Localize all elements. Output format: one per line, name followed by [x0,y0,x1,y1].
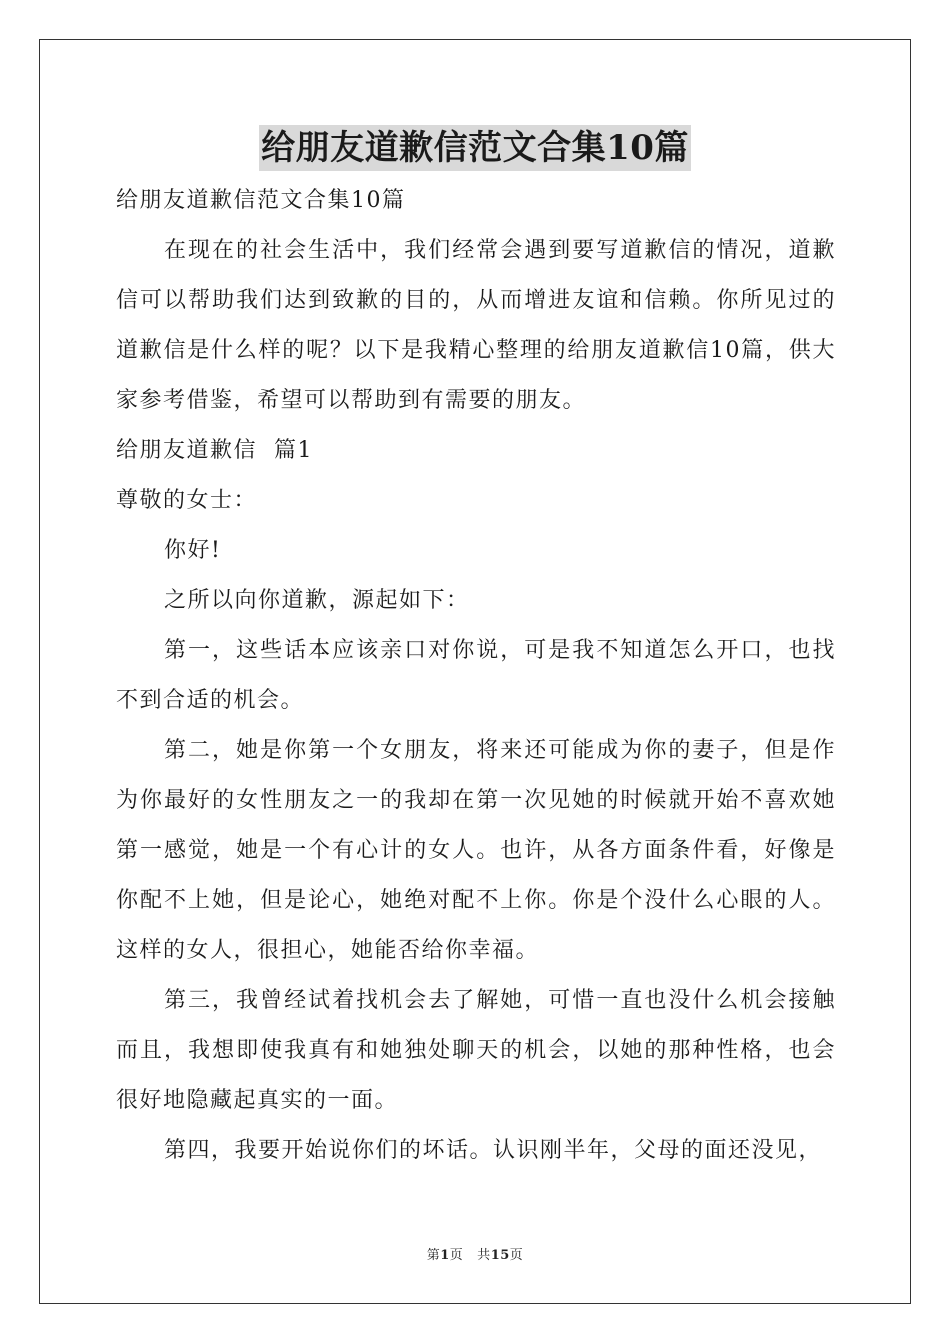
body-paragraph: 第一，这些话本应该亲口对你说，可是我不知道怎么开口，也找不到合适的机会。 [116,638,836,713]
page-number: 1 [440,1248,450,1263]
total-pages: 15 [490,1248,510,1263]
title-container [0,125,950,171]
body-paragraph: 第三，我曾经试着找机会去了解她，可惜一直也没什么机会接触而且，我想即使我真有和她独处聊天的机会，以她的那种性格，也会很好地隐藏起真实的一面。 [116,988,836,1113]
page-footer [0,1244,950,1263]
salutation: 尊敬的女士： [116,488,258,513]
document-title: 给朋友道歉信范文合集10篇 [259,125,691,171]
document-subtitle: 给朋友道歉信范文合集10篇 [116,188,406,213]
greeting: 你好! [164,538,222,563]
document-body [116,176,836,1176]
total-suffix: 页 [509,1248,524,1263]
intro-paragraph: 在现在的社会生活中，我们经常会遇到要写道歉信的情况，道歉信可以帮助我们达到致歉的目的，从而增进友谊和信赖。你所见过的道歉信是什么样的呢？以下是我精心整理的给朋友道歉信10篇，供大家参考借鉴，希望可以帮助到有需要的朋友。 [116,238,836,413]
body-paragraph: 第四，我要开始说你们的坏话。认识刚半年，父母的面还没见， [164,1138,823,1163]
page-suffix: 页 [449,1248,464,1263]
total-prefix: 共 [477,1248,491,1263]
body-paragraph: 之所以向你道歉，源起如下： [164,588,470,613]
body-paragraph: 第二，她是你第一个女朋友，将来还可能成为你的妻子，但是作为你最好的女性朋友之一的我却在第一次见她的时候就开始不喜欢她第一感觉，她是一个有心计的女人。也许，从各方面条件看，好像是你配不上她，但是论心，她绝对配不上你。你是个没什么心眼的人。这样的女人，很担心，她能否给你幸福。 [116,738,836,963]
page-prefix: 第 [426,1248,441,1263]
section-heading: 给朋友道歉信 篇1 [116,438,313,463]
